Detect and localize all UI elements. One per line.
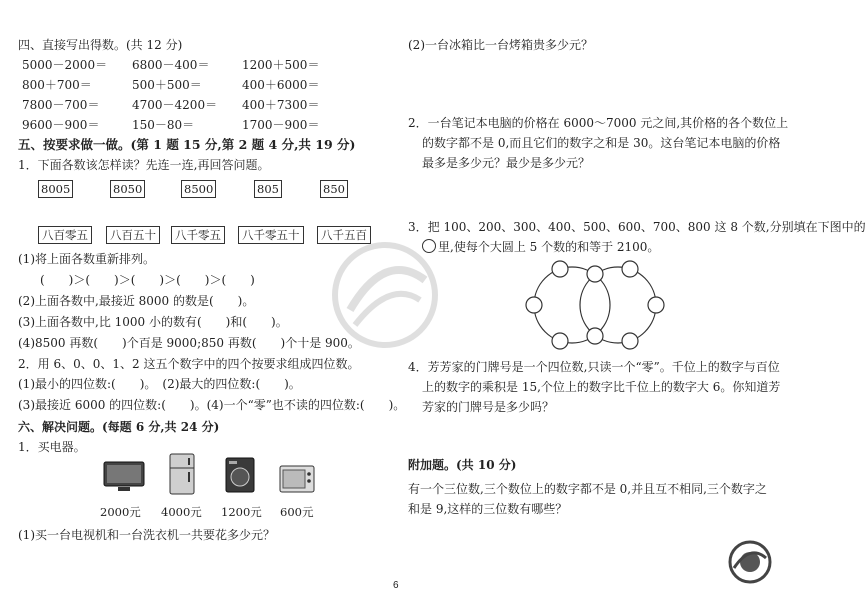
calc-item: 400＋7300＝ [242,98,320,112]
bonus-line1: 有一个三位数,三个数位上的数字都不是 0,并且互不相同,三个数字之 [408,482,767,496]
section5-q1: 1．下面各数该怎样读？先连一连,再回答问题。 [18,158,270,172]
washer-icon [224,456,256,494]
q4-line1: 4．芳芳家的门牌号是一个四位数,只读一个“零”。千位上的数字与百位 [408,360,780,374]
q1-2: (2)上面各数中,最接近 8000 的数是( )。 [18,294,255,308]
section5-title: 五、按要求做一做。(第 1 题 15 分,第 2 题 4 分,共 19 分) [18,137,356,152]
q2: 2．用 6、0、0、1、2 这五个数字中的四个按要求组成四位数。 [18,357,360,371]
number-box: 8500 [181,180,216,198]
q1-3: (3)上面各数中,比 1000 小的数有( )和( )。 [18,315,288,329]
calc-item: 1200＋500＝ [242,58,320,72]
q1-1: (1)将上面各数重新排列。 [18,252,155,266]
section6-q1-2: (2)一台冰箱比一台烤箱贵多少元？ [408,38,593,52]
word-box: 八百零五 [38,226,92,244]
calc-item: 800＋700＝ [22,78,92,92]
calc-item: 7800－700＝ [22,98,100,112]
fridge-icon [168,452,196,496]
calc-item: 150－80＝ [132,118,195,132]
word-box: 八千零五十 [238,226,304,244]
bonus-line2: 和是 9,这样的三位数有哪些？ [408,502,568,516]
price-fridge: 4000元 [161,505,202,519]
price-washer: 1200元 [221,505,262,519]
q3-line2 [422,238,659,256]
corner-logo-icon [726,538,774,586]
price-oven: 600元 [280,505,314,519]
calc-item: 500＋500＝ [132,78,202,92]
oven-icon [278,464,316,494]
q3-line2-text: 里,使每个大圆上 5 个数的和等于 2100。 [438,240,660,254]
q4-line3: 芳家的门牌号是多少吗？ [422,400,555,414]
calc-item: 9600－900＝ [22,118,100,132]
section6-title: 六、解决问题。(每题 6 分,共 24 分) [18,420,220,434]
q2-line2: 的数字都不是 0,而且它们的数字之和是 30。这台笔记本电脑的价格 [422,136,781,150]
q2-line3: 最多是多少元？最少是多少元？ [422,156,591,170]
circle-blank-icon [422,239,436,253]
section6-q1-1: (1)买一台电视机和一台洗衣机一共要花多少元？ [18,528,275,542]
calc-item: 6800－400＝ [132,58,210,72]
word-box: 八百五十 [106,226,160,244]
q4-line2: 上的数字的乘积是 15,个位上的数字比千位上的数字大 6。你知道芳 [422,380,781,394]
watermark-logo [330,240,440,350]
calc-item: 1700－900＝ [242,118,320,132]
section6-q1: 1．买电器。 [18,440,86,454]
q2-a: (1)最小的四位数:( )。 (2)最大的四位数:( )。 [18,377,301,391]
q1-1-blank: ( )＞( )＞( )＞( )＞( ) [40,273,255,287]
q2-b: (3)最接近 6000 的四位数:( )。(4)一个“零”也不读的四位数:( )。 [18,398,406,412]
word-box: 八千五百 [317,226,371,244]
number-box: 8005 [38,180,73,198]
two-circle-diagram [520,260,670,350]
calc-item: 4700－4200＝ [132,98,218,112]
number-box: 850 [320,180,348,198]
section4-title: 四、直接写出得数。(共 12 分) [18,38,183,52]
tv-icon [102,460,146,494]
calc-item: 5000－2000＝ [22,58,108,72]
word-box: 八千零五 [171,226,225,244]
page-number: 6 [393,580,399,591]
q1-4: (4)8500 再数( )个百是 9000;850 再数( )个十是 900。 [18,336,360,350]
number-box: 8050 [110,180,145,198]
q2-line1: 2．一台笔记本电脑的价格在 6000～7000 元之间,其价格的各个数位上 [408,116,789,130]
q3-line1: 3．把 100、200、300、400、500、600、700、800 这 8 个数,分别填在下图中的 [408,220,866,234]
calc-item: 400＋6000＝ [242,78,320,92]
number-box: 805 [254,180,282,198]
price-tv: 2000元 [100,505,141,519]
bonus-title: 附加题。(共 10 分) [408,458,517,472]
